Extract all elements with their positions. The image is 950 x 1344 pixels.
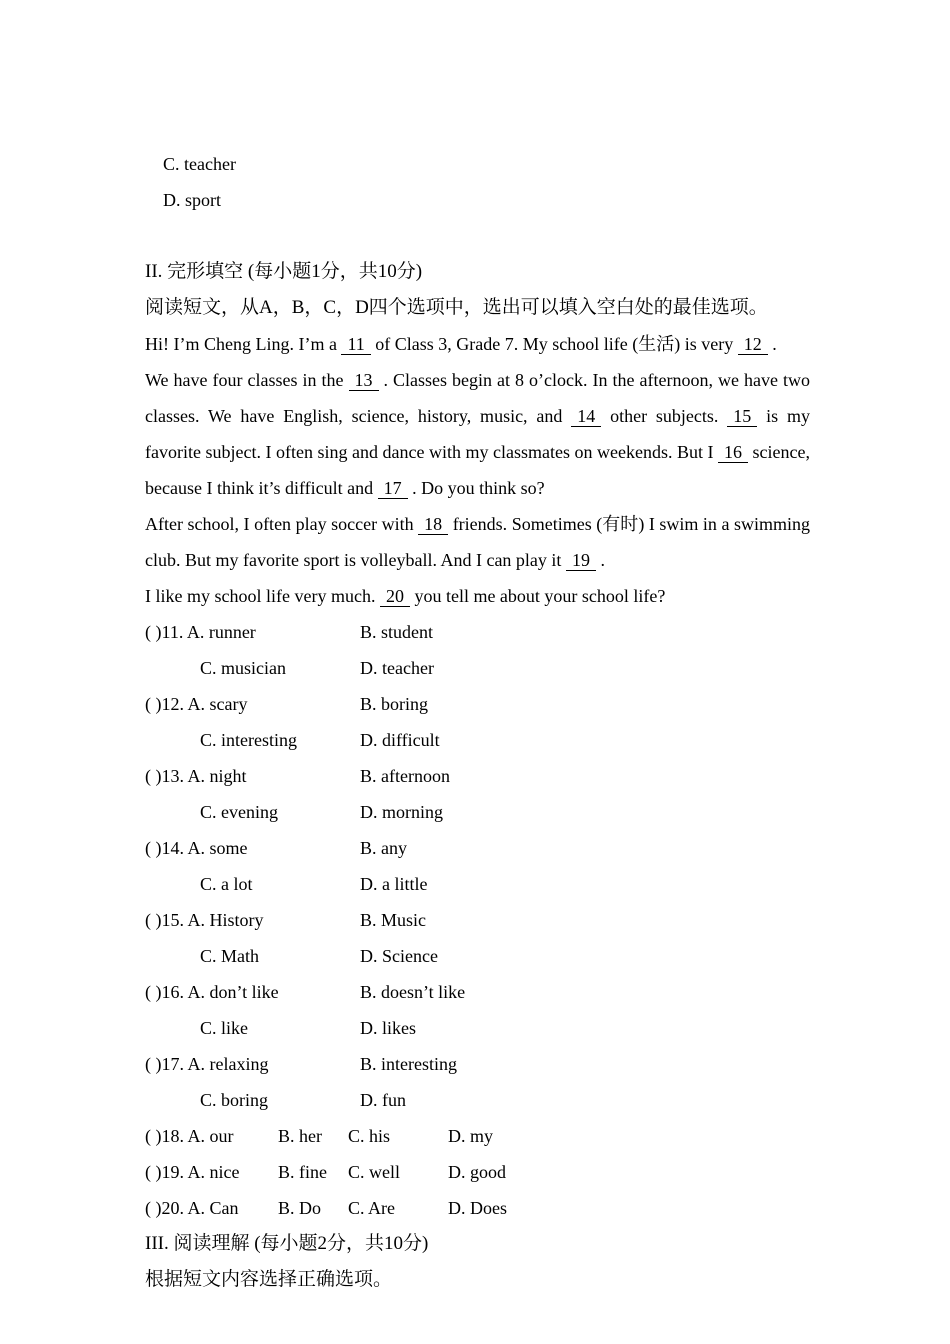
question-row-11 bbox=[145, 614, 810, 650]
question-option-cell: C. evening bbox=[200, 802, 278, 822]
question-row-14 bbox=[145, 830, 810, 866]
option-c: C. teacher bbox=[163, 154, 236, 174]
cloze-passage bbox=[145, 326, 810, 614]
question-option-cell: C. Math bbox=[200, 946, 260, 966]
passage-paragraph bbox=[145, 326, 810, 362]
question-row-15 bbox=[145, 902, 810, 938]
question-option-cell: C. musician bbox=[200, 658, 286, 678]
passage-text: you tell me about your school life? bbox=[409, 586, 666, 606]
cloze-blank-15: 15 bbox=[727, 406, 757, 427]
question-option-cell: B. afternoon bbox=[360, 766, 450, 786]
question-option-cell: B. Music bbox=[360, 910, 427, 930]
passage-text: other subjects. bbox=[601, 406, 728, 426]
question-option-cell: ( )15. A. History bbox=[145, 910, 264, 930]
question-option-cell: D. difficult bbox=[360, 730, 440, 750]
passage-text: . Do you think so? bbox=[407, 478, 545, 498]
passage-paragraph bbox=[145, 506, 810, 578]
question-option-cell: D. likes bbox=[360, 1018, 416, 1038]
section-3-heading: III. 阅读理解 (每小题2分，共10分) bbox=[145, 1233, 429, 1254]
cloze-blank-20: 20 bbox=[380, 586, 410, 607]
question-option-cell: C. a lot bbox=[200, 874, 253, 894]
passage-text: of Class 3, Grade 7. My school life (生活) is very bbox=[370, 334, 738, 354]
question-row-17-cont bbox=[145, 1082, 810, 1118]
section-2-heading: II. 完形填空 (每小题1分，共10分) bbox=[145, 261, 423, 282]
cloze-blank-14: 14 bbox=[571, 406, 601, 427]
question-option-cell: C. like bbox=[200, 1018, 248, 1038]
question-option-cell: B. student bbox=[360, 622, 434, 642]
option-d: D. sport bbox=[163, 190, 221, 210]
question-row-11-cont bbox=[145, 650, 810, 686]
question-row-12-cont bbox=[145, 722, 810, 758]
passage-text: . Classes begin at 8 o’clock. In the afternoon, we have two classes. We have English, science, history, music, and bbox=[145, 370, 810, 426]
previous-question-options-row bbox=[145, 110, 810, 254]
question-row-17 bbox=[145, 1046, 810, 1082]
cloze-blank-11: 11 bbox=[341, 334, 370, 355]
question-option-cell: B. boring bbox=[360, 694, 429, 714]
question-option-cell: B. fine bbox=[278, 1162, 327, 1182]
question-option-cell: B. Do bbox=[278, 1198, 322, 1218]
passage-text: friends. Sometimes (有时) I swim in a swimming club. But my favorite sport is volleyball. And I can play it bbox=[145, 514, 810, 570]
question-row-18 bbox=[145, 1118, 810, 1154]
question-row-14-cont bbox=[145, 866, 810, 902]
question-row-19 bbox=[145, 1154, 810, 1190]
question-row-13 bbox=[145, 758, 810, 794]
question-option-cell: C. Are bbox=[348, 1198, 395, 1218]
question-option-cell: D. a little bbox=[360, 874, 428, 894]
question-option-cell: ( )18. A. our bbox=[145, 1126, 234, 1146]
cloze-blank-12: 12 bbox=[738, 334, 768, 355]
passage-text: science, because I think it’s difficult and bbox=[145, 442, 810, 498]
question-option-cell: ( )16. A. don’t like bbox=[145, 982, 279, 1002]
question-option-cell: D. Does bbox=[448, 1198, 507, 1218]
question-option-cell: ( )20. A. Can bbox=[145, 1198, 239, 1218]
cloze-questions bbox=[145, 614, 810, 1226]
question-option-cell: C. his bbox=[348, 1126, 391, 1146]
cloze-blank-18: 18 bbox=[418, 514, 448, 535]
question-option-cell: D. Science bbox=[360, 946, 438, 966]
cloze-blank-19: 19 bbox=[566, 550, 596, 571]
passage-paragraph bbox=[145, 362, 810, 506]
question-option-cell: ( )13. A. night bbox=[145, 766, 247, 786]
question-option-cell: D. morning bbox=[360, 802, 443, 822]
question-row-15-cont bbox=[145, 938, 810, 974]
passage-text: Hi! I’m Cheng Ling. I’m a bbox=[145, 334, 342, 354]
question-option-cell: ( )14. A. some bbox=[145, 838, 248, 858]
cloze-blank-13: 13 bbox=[349, 370, 379, 391]
passage-text: . bbox=[767, 334, 777, 354]
question-option-cell: C. boring bbox=[200, 1090, 269, 1110]
question-row-16 bbox=[145, 974, 810, 1010]
passage-paragraph bbox=[145, 578, 810, 614]
question-option-cell: ( )11. A. runner bbox=[145, 622, 256, 642]
passage-text: After school, I often play soccer with bbox=[145, 514, 419, 534]
question-option-cell: C. well bbox=[348, 1162, 400, 1182]
question-option-cell: B. any bbox=[360, 838, 407, 858]
cloze-blank-16: 16 bbox=[718, 442, 748, 463]
question-option-cell: D. my bbox=[448, 1126, 493, 1146]
question-option-cell: D. good bbox=[448, 1162, 506, 1182]
question-option-cell: ( )19. A. nice bbox=[145, 1162, 240, 1182]
cloze-blank-17: 17 bbox=[378, 478, 408, 499]
passage-text: is my favorite subject. I often sing and dance with my classmates on weekends. But I bbox=[145, 406, 810, 462]
section-2-instruction: 阅读短文，从A，B，C，D四个选项中，选出可以填入空白处的最佳选项。 bbox=[145, 297, 768, 318]
question-row-20 bbox=[145, 1190, 810, 1226]
question-row-13-cont bbox=[145, 794, 810, 830]
question-option-cell: B. interesting bbox=[360, 1054, 457, 1074]
passage-text: . bbox=[595, 550, 605, 570]
section-3-instruction: 根据短文内容选择正确选项。 bbox=[145, 1269, 393, 1290]
question-row-12 bbox=[145, 686, 810, 722]
passage-text: We have four classes in the bbox=[145, 370, 349, 390]
question-option-cell: D. teacher bbox=[360, 658, 434, 678]
question-option-cell: D. fun bbox=[360, 1090, 406, 1110]
question-option-cell: ( )17. A. relaxing bbox=[145, 1054, 269, 1074]
passage-text: I like my school life very much. bbox=[145, 586, 380, 606]
question-option-cell: C. interesting bbox=[200, 730, 297, 750]
question-option-cell: B. doesn’t like bbox=[360, 982, 466, 1002]
question-option-cell: ( )12. A. scary bbox=[145, 694, 248, 714]
question-row-16-cont bbox=[145, 1010, 810, 1046]
question-option-cell: B. her bbox=[278, 1126, 322, 1146]
